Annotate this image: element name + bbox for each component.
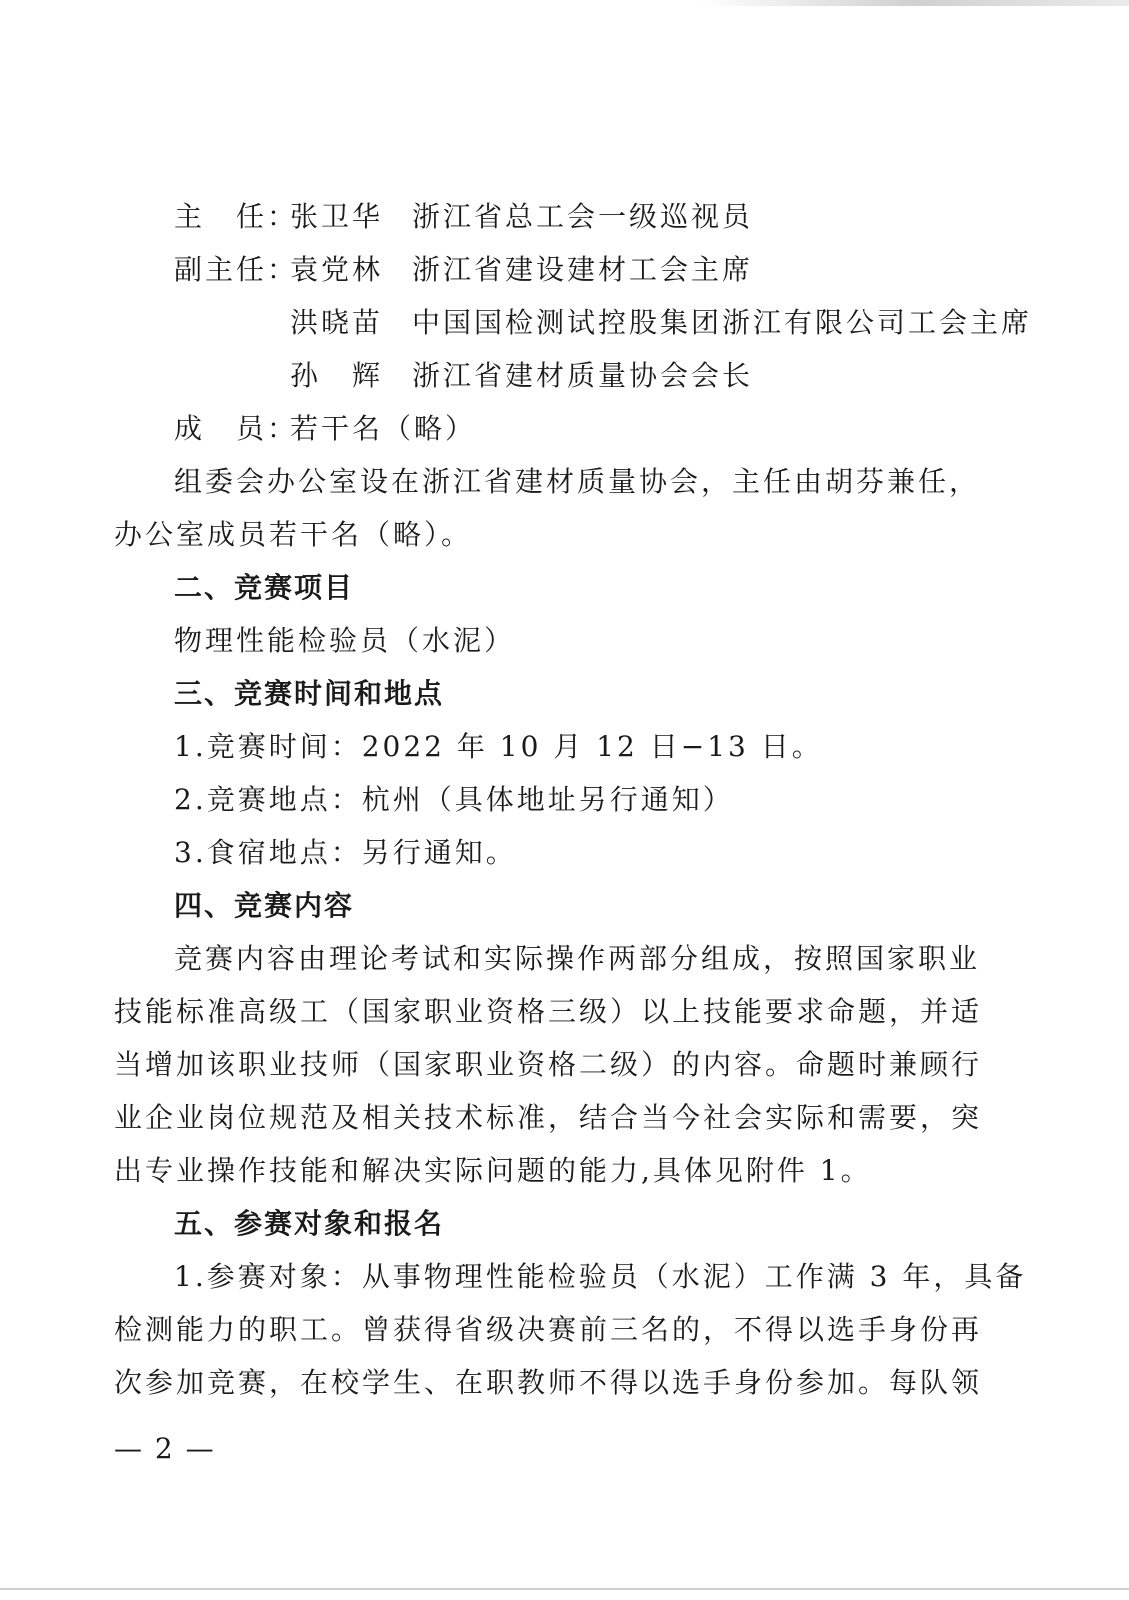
office-paragraph-line: 办公室成员若干名（略）。 bbox=[114, 518, 473, 551]
director-label: 主 任： bbox=[174, 200, 299, 233]
committee-deputy-row bbox=[174, 253, 753, 287]
deputy-title: 浙江省建设建材工会主席 bbox=[412, 253, 754, 286]
section-heading: 四、竞赛内容 bbox=[174, 889, 355, 922]
committee-director-row bbox=[174, 200, 753, 234]
deputy-label: 副主任： bbox=[174, 253, 299, 286]
committee-members-row bbox=[174, 412, 476, 446]
deputy-title: 中国国检测试控股集团浙江有限公司工会主席 bbox=[412, 306, 1033, 339]
office-paragraph-line: 组委会办公室设在浙江省建材质量协会，主任由胡芬兼任， bbox=[174, 465, 981, 498]
section-heading: 三、竞赛时间和地点 bbox=[174, 677, 445, 710]
director-title: 浙江省总工会一级巡视员 bbox=[412, 200, 754, 233]
deputy-name: 袁党林 bbox=[290, 253, 384, 286]
scan-edge-mark bbox=[700, 0, 1129, 6]
committee-deputy-row bbox=[290, 359, 753, 393]
section-text: 1.竞赛时间：2022 年 10 月 12 日−13 日。 bbox=[174, 730, 823, 763]
paragraph-line: 竞赛内容由理论考试和实际操作两部分组成，按照国家职业 bbox=[174, 942, 981, 975]
paragraph-line: 次参加竞赛，在校学生、在职教师不得以选手身份参加。每队领 bbox=[114, 1366, 983, 1399]
page-number: — 2 — bbox=[114, 1432, 216, 1465]
section-text: 2.竞赛地点：杭州（具体地址另行通知） bbox=[174, 783, 734, 816]
section-text: 3.食宿地点：另行通知。 bbox=[174, 836, 517, 869]
deputy-name: 洪晓苗 bbox=[290, 306, 384, 339]
committee-deputy-row bbox=[290, 306, 1032, 340]
members-label: 成 员： bbox=[174, 412, 299, 445]
paragraph-line: 1.参赛对象：从事物理性能检验员（水泥）工作满 3 年，具备 bbox=[174, 1260, 1027, 1293]
deputy-title: 浙江省建材质量协会会长 bbox=[412, 359, 754, 392]
director-name: 张卫华 bbox=[290, 200, 384, 233]
paragraph-line: 当增加该职业技师（国家职业资格二级）的内容。命题时兼顾行 bbox=[114, 1048, 983, 1081]
scan-bottom-edge bbox=[0, 1588, 1129, 1590]
paragraph-line: 出专业操作技能和解决实际问题的能力,具体见附件 1。 bbox=[114, 1154, 872, 1187]
members-value: 若干名（略） bbox=[290, 412, 477, 445]
section-heading: 二、竞赛项目 bbox=[174, 571, 355, 604]
paragraph-line: 检测能力的职工。曾获得省级决赛前三名的，不得以选手身份再 bbox=[114, 1313, 983, 1346]
deputy-name: 孙 辉 bbox=[290, 359, 384, 392]
paragraph-line: 技能标准高级工（国家职业资格三级）以上技能要求命题，并适 bbox=[114, 995, 983, 1028]
paragraph-line: 业企业岗位规范及相关技术标准，结合当今社会实际和需要，突 bbox=[114, 1101, 983, 1134]
section-text: 物理性能检验员（水泥） bbox=[174, 624, 516, 657]
section-heading: 五、参赛对象和报名 bbox=[174, 1207, 445, 1240]
